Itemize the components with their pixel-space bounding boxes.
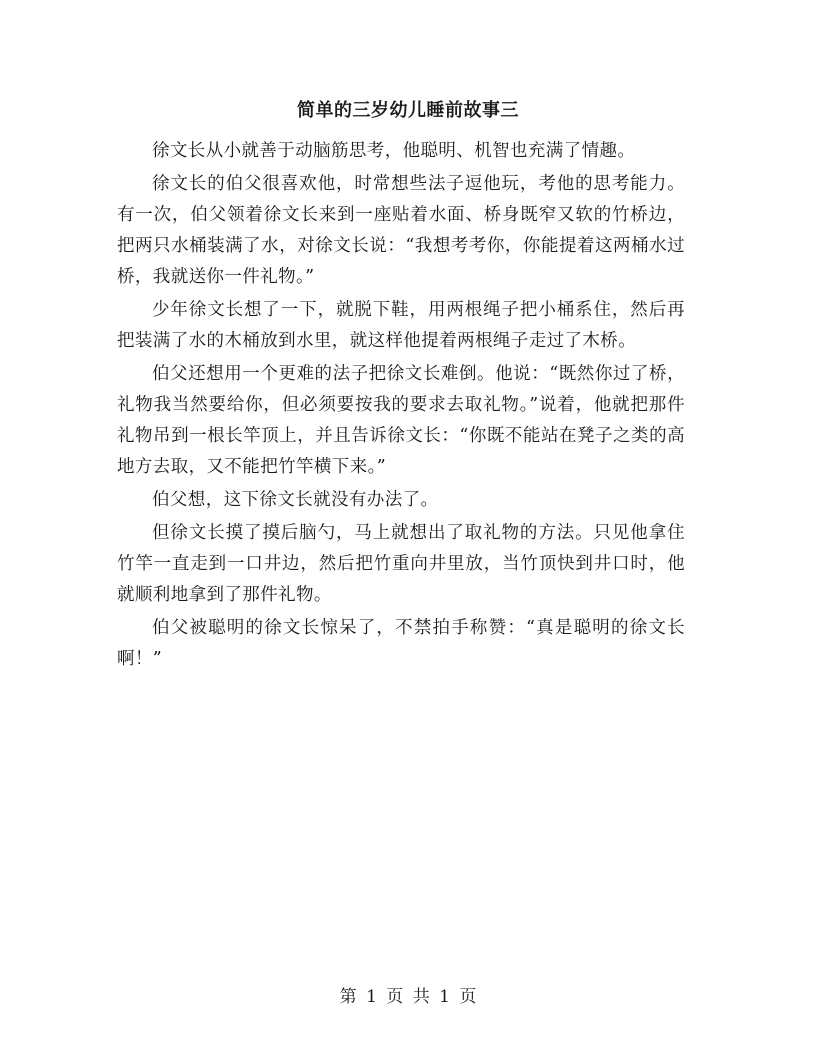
paragraph: 徐文长从小就善于动脑筋思考，他聪明、机智也充满了情趣。 — [152, 141, 636, 161]
page-footer: 第 1 页 共 1 页 — [339, 987, 477, 1007]
paragraph: 伯父想，这下徐文长就没有办法了。 — [152, 490, 439, 510]
story-body — [117, 136, 685, 677]
paragraph: 但徐文长摸了摸后脑勺，马上就想出了取礼物的方法。只见他拿住竹竿一直走到一口井边，然后把竹重向井里放，当竹顶快到井口时，他就顺利地拿到了那件礼物。 — [117, 523, 685, 605]
paragraph: 少年徐文长想了一下，就脱下鞋，用两根绳子把小桶系住，然后再把装满了水的木桶放到水里，就这样他提着两根绳子走过了木桥。 — [117, 300, 685, 351]
paragraph: 伯父被聪明的徐文长惊呆了，不禁拍手称赞：“真是聪明的徐文长啊！” — [117, 618, 685, 669]
page-title: 简单的三岁幼儿睡前故事三 — [297, 100, 519, 121]
paragraph: 伯父还想用一个更难的法子把徐文长难倒。他说：“既然你过了桥，礼物我当然要给你，但必须要按我的要求去取礼物。”说着，他就把那件礼物吊到一根长竿顶上，并且告诉徐文长：“你既不能站在凳子之类的高地方去取，又不能把竹竿横下来。” — [117, 364, 685, 477]
paragraph: 徐文长的伯父很喜欢他，时常想些法子逗他玩，考他的思考能力。有一次，伯父领着徐文长来到一座贴着水面、桥身既窄又软的竹桥边，把两只水桶装满了水，对徐文长说：“我想考考你，你能提着这两桶水过桥，我就送你一件礼物。” — [117, 174, 685, 287]
